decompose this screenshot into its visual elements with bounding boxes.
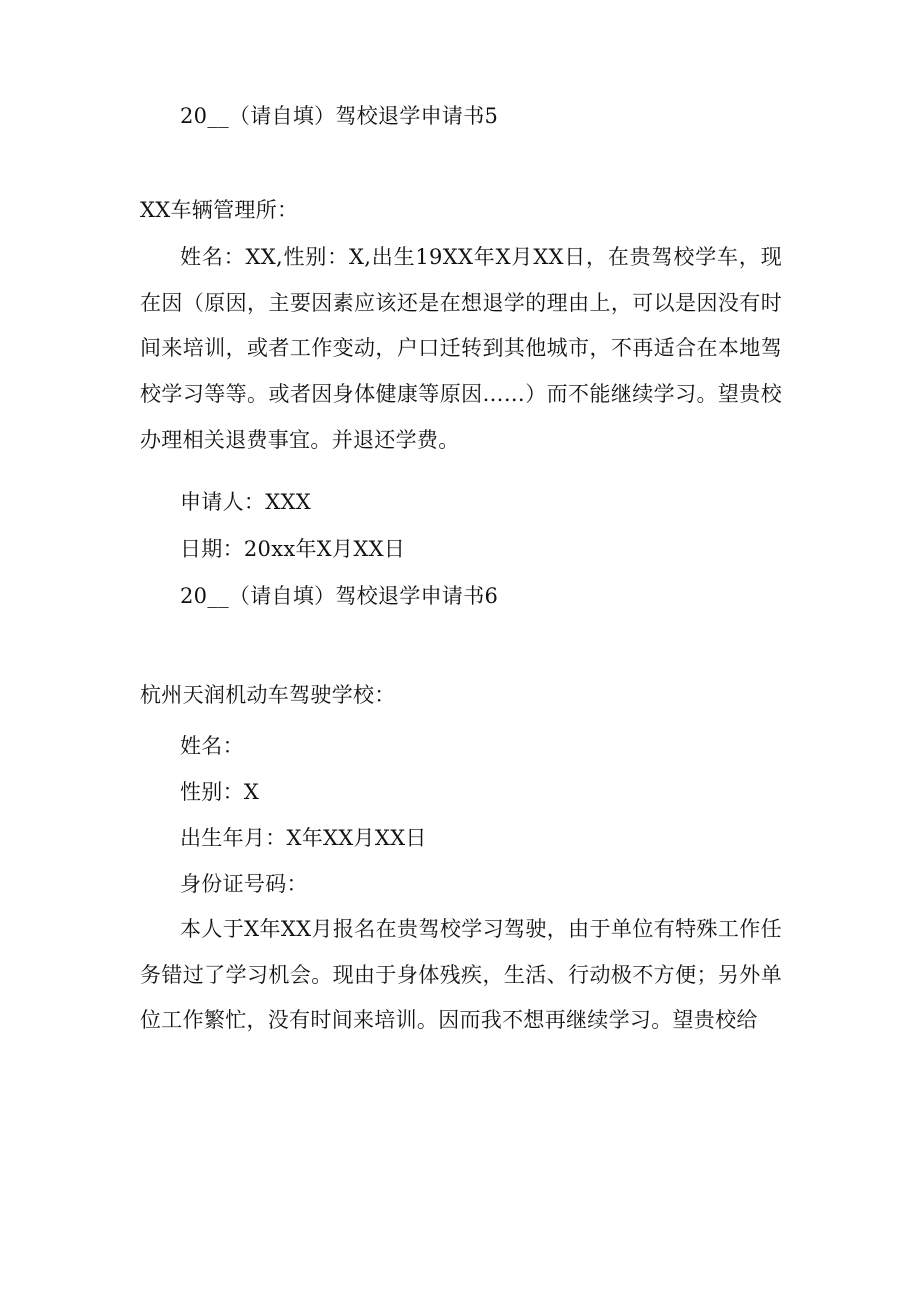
section5-title: 20__（请自填）驾校退学申请书5 — [180, 104, 499, 128]
section5-recipient: XX车辆管理所： — [140, 198, 299, 222]
section6-title: 20__（请自填）驾校退学申请书6 — [180, 584, 499, 608]
section6-id-field: 身份证号码： — [180, 872, 308, 896]
section5-applicant: 申请人：XXX — [180, 490, 311, 514]
section6-body: 本人于X年XX月报名在贵驾校学习驾驶，由于单位有特殊工作任务错过了学习机会。现由于身体残疾，生活、行动极不方便；另外单位工作繁忙，没有时间来培训。因而我不想再继续学习。望贵校给 — [140, 917, 782, 1033]
section6-gender-field: 性别：X — [180, 780, 260, 804]
section6-name-field: 姓名： — [180, 734, 244, 758]
section5-body: 姓名：XX,性别：X,出生19XX年X月XX日，在贵驾校学车，现在因（原因，主要因素应该还是在想退学的理由上，可以是因没有时间来培训，或者工作变动，户口迁转到其他城市，不再适合在本地驾校学习等等。或者因身体健康等原因……）而不能继续学习。望贵校办理相关退费事宜。并退还学费。 — [140, 245, 782, 452]
section6-recipient: 杭州天润机动车驾驶学校： — [140, 683, 396, 707]
section6-birth-field: 出生年月：X年XX月XX日 — [180, 826, 427, 850]
section5-date: 日期：20xx年X月XX日 — [180, 537, 406, 561]
